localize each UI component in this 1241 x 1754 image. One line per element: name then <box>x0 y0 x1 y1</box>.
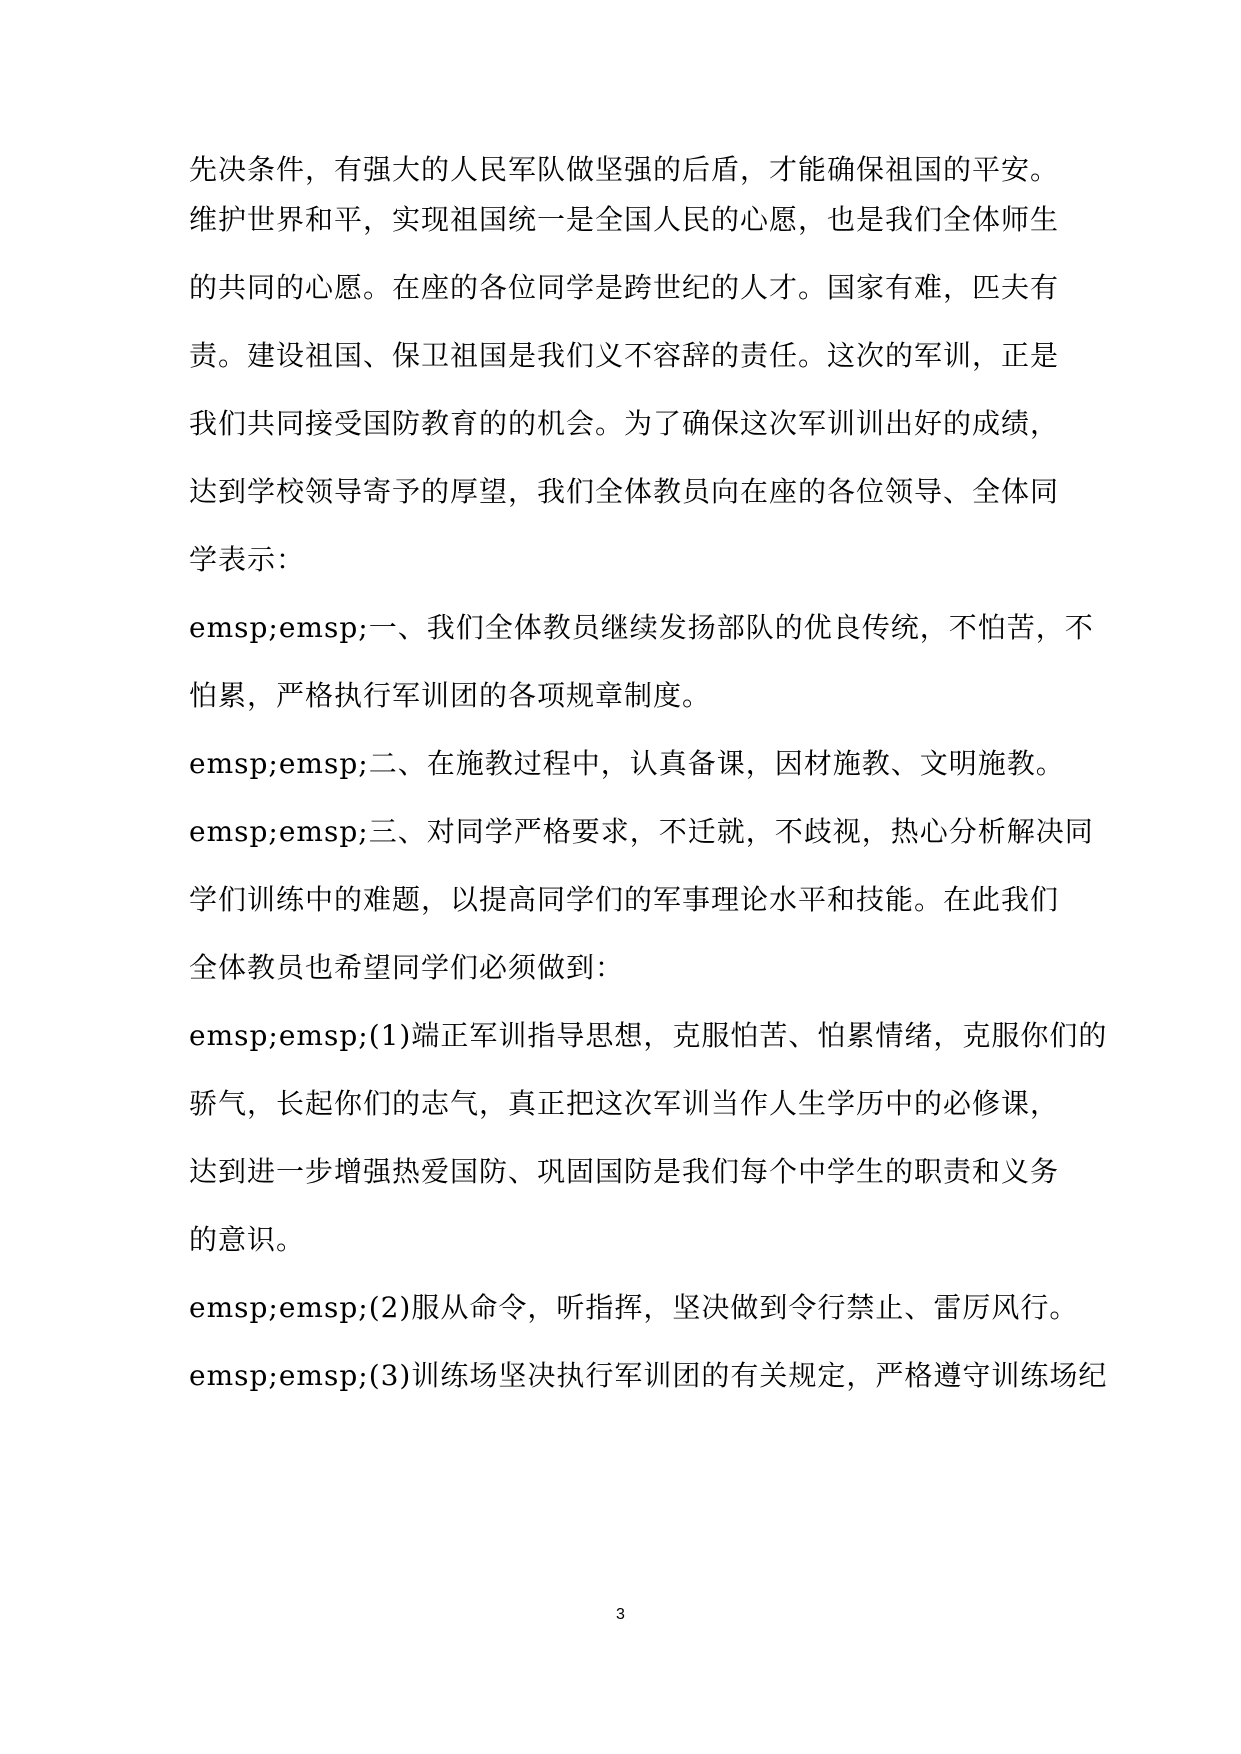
text-line: 达到学校领导寄予的厚望，我们全体教员向在座的各位领导、全体同 <box>189 475 1060 508</box>
text-line: 学表示： <box>189 543 306 576</box>
text-line: emsp;emsp;(1)端正军训指导思想，克服怕苦、怕累情绪，克服你们的 <box>189 1019 1108 1052</box>
text-line: 先决条件，有强大的人民军队做坚强的后盾，才能确保祖国的平安。 <box>189 153 1060 186</box>
text-line: 达到进一步增强热爱国防、巩固国防是我们每个中学生的职责和义务 <box>189 1155 1060 1188</box>
page-number: 3 <box>616 1606 625 1623</box>
text-line: 学们训练中的难题，以提高同学们的军事理论水平和技能。在此我们 <box>189 883 1060 916</box>
text-line: 怕累，严格执行军训团的各项规章制度。 <box>189 679 712 712</box>
text-line: emsp;emsp;一、我们全体教员继续发扬部队的优良传统，不怕苦，不 <box>189 611 1094 644</box>
text-line: 的意识。 <box>189 1223 306 1256</box>
text-line: 骄气，长起你们的志气，真正把这次军训当作人生学历中的必修课， <box>189 1087 1060 1120</box>
text-line: 维护世界和平，实现祖国统一是全国人民的心愿，也是我们全体师生 <box>189 203 1060 236</box>
text-line: emsp;emsp;二、在施教过程中，认真备课，因材施教、文明施教。 <box>189 747 1065 780</box>
text-line: emsp;emsp;(3)训练场坚决执行军训团的有关规定，严格遵守训练场纪 <box>189 1359 1108 1392</box>
text-line: 我们共同接受国防教育的的机会。为了确保这次军训训出好的成绩， <box>189 407 1060 440</box>
text-line: emsp;emsp;三、对同学严格要求，不迁就，不歧视，热心分析解决同 <box>189 815 1094 848</box>
text-line: emsp;emsp;(2)服从命令，听指挥，坚决做到令行禁止、雷厉风行。 <box>189 1291 1079 1324</box>
text-line: 责。建设祖国、保卫祖国是我们义不容辞的责任。这次的军训，正是 <box>189 339 1060 372</box>
text-line: 全体教员也希望同学们必须做到： <box>189 951 625 984</box>
text-line: 的共同的心愿。在座的各位同学是跨世纪的人才。国家有难，匹夫有 <box>189 271 1060 304</box>
